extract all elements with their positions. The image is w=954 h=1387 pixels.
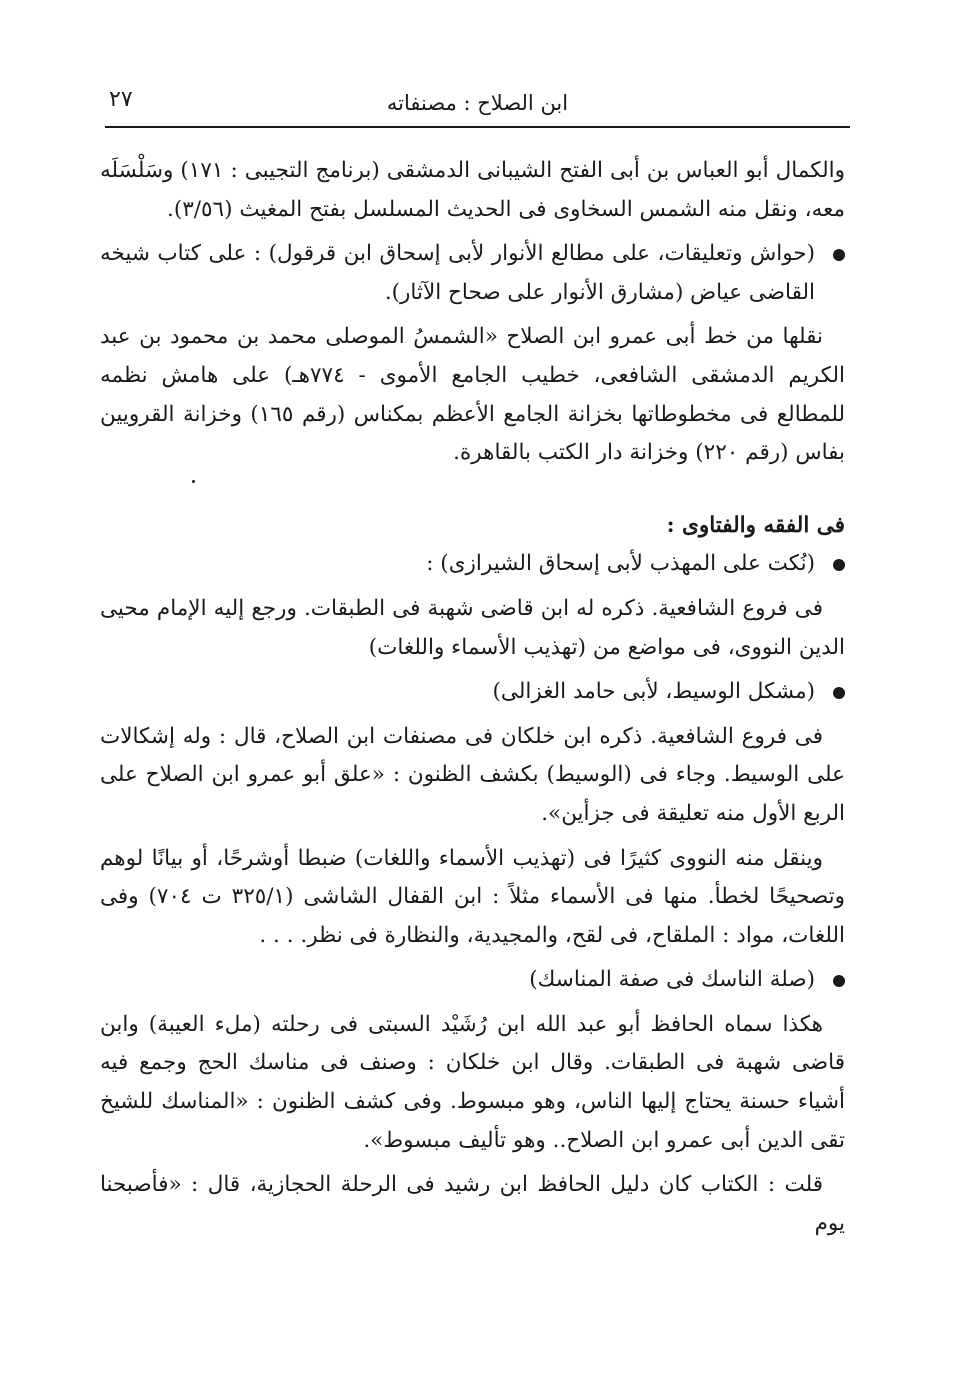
bullet-entry-text: (نُكت على المهذب لأبى إسحاق الشيرازى) : bbox=[426, 551, 815, 577]
page-header bbox=[105, 82, 850, 128]
page-body bbox=[100, 152, 845, 1243]
bullet-dot-icon bbox=[833, 687, 845, 699]
bullet-entry-text: (صلة الناسك فى صفة المناسك) bbox=[529, 967, 815, 993]
page-number: ٢٧ bbox=[109, 87, 133, 112]
bullet-dot-icon bbox=[833, 559, 845, 571]
print-speck bbox=[192, 480, 195, 483]
bullet-entry-text: (حواش وتعليقات، على مطالع الأنوار لأبى إسحاق ابن قرقول) : على كتاب شيخه القاضى عياض (مشارق الأنوار على صحاح الآثار). bbox=[100, 241, 815, 305]
bullet-dot-icon bbox=[833, 249, 845, 261]
paragraph-continuation: والكمال أبو العباس بن أبى الفتح الشيبانى الدمشقى (برنامج التجيبى : ١٧١) وسَلْسَلَه معه، ونقل منه الشمس السخاوى فى الحديث المسلسل بفتح المغيث (٣/٥٦). bbox=[100, 158, 845, 222]
bullet-entry-silat bbox=[100, 961, 845, 1000]
bullet-dot-icon bbox=[833, 975, 845, 987]
paragraph-silat: هكذا سماه الحافظ أبو عبد الله ابن رُشَيْد السبتى فى رحلته (ملء العيبة) وابن قاضى شهبة فى الطبقات. وقال ابن خلكان : وصنف فى مناسك الحج وجمع فيه أشياء حسنة يحتاج إليها الناس، وهو مبسوط. وفى كشف الظنون : «المناسك للشيخ تقى الدين أبى عمرو ابن الصلاح.. وهو تأليف مبسوط». bbox=[100, 1011, 845, 1153]
paragraph-nawawi: وينقل منه النووى كثيرًا فى (تهذيب الأسماء واللغات) ضبطا أوشرحًا، أو بيانًا لوهم وتصحيحًا لخطأ. منها فى الأسماء مثلاً : ابن القفال الشاشى (٣٢٥/١ ت ٧٠٤) وفى اللغات، مواد : الملقاح، فى لقح، والمجيدية، والنظارة فى نظر. . . . bbox=[100, 845, 845, 948]
paragraph-manuscripts: نقلها من خط أبى عمرو ابن الصلاح «الشمسُ الموصلى محمد بن محمود بن عبد الكريم الدمشقى الشافعى، خطيب الجامع الأموى - ٧٧٤هـ) على هامش نظمه للمطالع فى مخطوطاتها بخزانة الجامع الأعظم بمكناس (رقم ١٦٥) وخزانة القرويين بفاس (رقم ٢٢٠) وخزانة دار الكتب بالقاهرة. bbox=[100, 324, 845, 466]
paragraph-ibn-rushayd: قلت : الكتاب كان دليل الحافظ ابن رشيد فى الرحلة الحجازية، قال : «فأصبحنا يوم bbox=[100, 1172, 845, 1236]
running-title: ابن الصلاح : مصنفاته bbox=[386, 91, 569, 115]
bullet-entry-text: (مشكل الوسيط، لأبى حامد الغزالى) bbox=[492, 679, 815, 705]
section-heading-fiqh: فى الفقه والفتاوى : bbox=[666, 512, 845, 538]
bullet-entry-nukat bbox=[100, 545, 845, 584]
paragraph-mushkil: فى فروع الشافعية. ذكره ابن خلكان فى مصنفات ابن الصلاح، قال : وله إشكالات على الوسيط. وجاء فى (الوسيط) بكشف الظنون : «علق أبو عمرو ابن الصلاح على الربع الأول منه تعليقة فى جزأين». bbox=[100, 723, 845, 826]
bullet-entry-hawash bbox=[100, 235, 845, 312]
paragraph-nukat: فى فروع الشافعية. ذكره له ابن قاضى شهبة فى الطبقات. ورجع إليه الإمام محيى الدين النووى، فى مواضع من (تهذيب الأسماء واللغات) bbox=[100, 595, 845, 660]
bullet-entry-mushkil bbox=[100, 673, 845, 712]
